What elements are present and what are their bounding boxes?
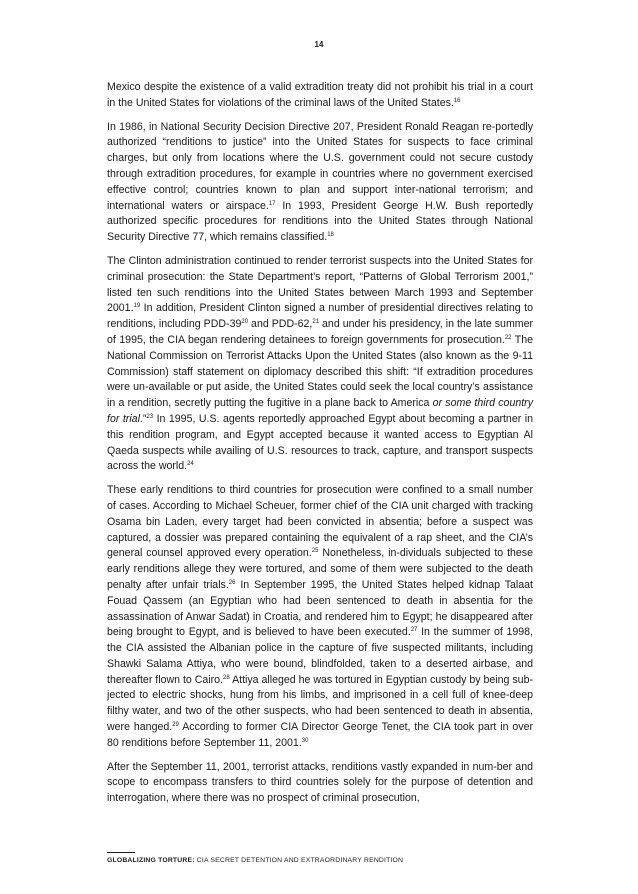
footer-report-subtitle: CIA SECRET DETENTION AND EXTRAORDINARY RENDITION [194,857,404,864]
text-run: In 1986, in National Security Decision Directive 207, President Ronald Reagan re-portedly authorized “renditions to justice” into the United States for suspects to face criminal charges, but only from locations where the U.S. government could not secure custody through extradition procedures, for example in countries where no government exercised effective control; countries known to plan and support inter-national terrorism; and international waters or airspace. [107,120,533,212]
footnote-reference: 27 [410,627,418,634]
paragraph [107,120,533,246]
text-run: The National Commission on Terrorist Attacks Upon the United States (also known as the 9-11 Commission) staff statement on diplomacy described this shift: “If extradition procedures were un-available or put aside, the United States could seek the local country’s assistance in a rendition, secretly putting the fugitive in a plane back to America [107,333,533,410]
text-run: The Clinton administration continued to render terrorist suspects into the United States for criminal prosecution: the State Department’s report, “Patterns of Global Terrorism 2001,” listed ten such renditions into the United States between March 1993 and September 2001. [107,254,533,315]
footer-rule [107,852,135,853]
footnote-reference: 26 [228,579,236,586]
footnote-reference: 16 [453,97,461,104]
text-run: These early renditions to third countries for prosecution were confined to a small number of cases. According to Michael Scheuer, former chief of the CIA unit charged with tracking Osama bin Laden, every target had been convicted in absentia; before a suspect was captured, a dossier was prepared containing the equivalent of a rap sheet, and the CIA’s general counsel approved every operation. [107,484,533,560]
text-run: In 1995, U.S. agents reportedly approached Egypt about becoming a partner in this rendition program, and Egypt accepted because it wanted access to Egyptian Al Qaeda suspects while availing of U.S. resources to track, capture, and transport suspects across the world. [107,412,533,473]
paragraph [107,254,533,475]
text-run: After the September 11, 2001, terrorist attacks, renditions vastly expanded in num-ber and scope to encompass transfers to third countries solely for the purpose of detention and interrogation, where there was no prospect of criminal prosecution, [107,760,533,805]
footnote-reference: 22 [504,334,512,341]
italic-text: or some third country for trial [107,397,533,425]
footnote-reference: 17 [268,200,276,207]
paragraph [107,80,533,112]
body-text [107,80,533,815]
footnote-reference: 28 [223,674,230,681]
footnote-reference: 21 [312,319,320,326]
footnote-reference: 20 [241,319,249,326]
footer-report-title: GLOBALIZING TORTURE: [107,857,195,864]
footnote-reference: 19 [133,303,141,310]
paragraph [107,483,533,752]
text-run: and PDD-62, [248,318,313,331]
text-run: According to former CIA Director George Tenet, the CIA took part in over 80 renditions before September 11, 2001. [107,721,533,749]
footnote-reference: 25 [311,548,319,555]
text-run: In 1993, President George H.W. Bush reportedly authorized specific procedures for renditions into the United States through National Security Directive 77, which remains classified. [107,199,533,244]
text-run: Mexico despite the existence of a valid extradition treaty did not prohibit his trial in a court in the United States for violations of the criminal laws of the United States. [107,81,533,109]
text-run: Nonetheless, in-dividuals subjected to these early renditions allege they were tortured, and some of them were subjected to the death penalty after unfair trials. [107,547,533,591]
footnote-reference: 18 [327,232,334,239]
text-run: and under his presidency, in the late summer of 1995, the CIA began rendering detainees to foreign governments for prosecution. [107,318,534,346]
text-run: Attiya alleged he was tortured in Egyptian custody by being sub-jected to electric shocks, hung from his limbs, and imprisoned in a cell full of knee-deep filthy water, and two of the other suspects, who had been sentenced to death in absentia, were hanged. [107,673,533,734]
text-run: In September 1995, the United States helped kidnap Talaat Fouad Qassem (an Egyptian who had been sentenced to death in absentia for the assassination of Anwar Sadat) in Croatia, and rendered him to Egypt; he disappeared after being brought to Egypt, and is believed to have been executed. [107,578,533,639]
paragraph [107,760,533,807]
text-run: In the summer of 1998, the CIA assisted the Albanian police in the capture of five suspected militants, including Shawki Salama Attiya, who were bound, blindfolded, taken to a deserted airbase, and thereafter flown to Cairo. [107,626,533,686]
running-footer [107,857,403,864]
footnote-reference: 24 [187,461,194,468]
footnote-reference: 23 [146,413,154,420]
page-number: 14 [314,40,324,49]
text-run: In addition, President Clinton signed a number of presidential directives relating to renditions, including PDD-39 [107,302,533,331]
footnote-reference: 30 [301,737,309,744]
text-run: .” [139,412,147,425]
footnote-reference: 29 [172,722,179,729]
